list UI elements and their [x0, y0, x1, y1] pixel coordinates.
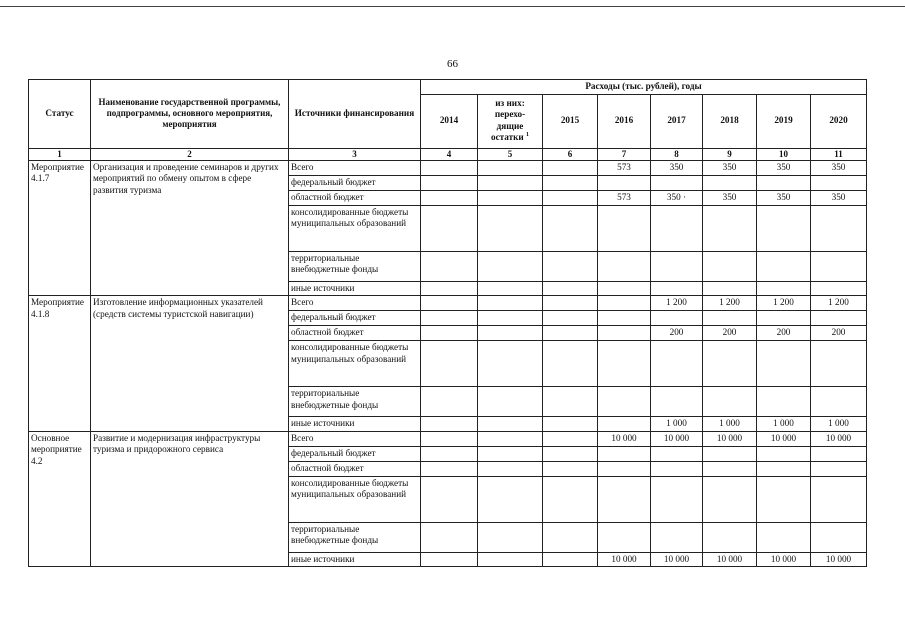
column-number-row: [29, 148, 867, 160]
amount-cell: [478, 160, 543, 175]
amount-cell: [703, 281, 757, 296]
amount-cell: [543, 175, 598, 190]
amount-cell: [757, 461, 811, 476]
amount-cell: 1 000: [651, 417, 703, 432]
amount-cell: 573: [598, 160, 651, 175]
amount-cell: [651, 387, 703, 417]
amount-cell: [757, 446, 811, 461]
amount-cell: [478, 175, 543, 190]
amount-cell: [651, 522, 703, 552]
funding-source-cell: Всего: [289, 296, 421, 311]
amount-cell: [543, 522, 598, 552]
funding-source-cell: иные источники: [289, 281, 421, 296]
amount-cell: [811, 341, 867, 387]
amount-cell: [757, 387, 811, 417]
amount-cell: 1 000: [757, 417, 811, 432]
amount-cell: [421, 461, 478, 476]
amount-cell: [598, 175, 651, 190]
amount-cell: [543, 281, 598, 296]
amount-cell: [421, 205, 478, 251]
amount-cell: [811, 311, 867, 326]
funding-source-cell: территориальные внебюджетные фонды: [289, 387, 421, 417]
amount-cell: [703, 446, 757, 461]
amount-cell: [543, 326, 598, 341]
amount-cell: [478, 251, 543, 281]
amount-cell: [651, 311, 703, 326]
carryover-line-2: перехо-: [494, 109, 526, 120]
amount-cell: [421, 446, 478, 461]
amount-cell: [598, 296, 651, 311]
amount-cell: [703, 205, 757, 251]
header-expenses: Расходы (тыс. рублей), годы: [421, 80, 867, 95]
header-year-2014: 2014: [421, 94, 478, 148]
amount-cell: [598, 446, 651, 461]
amount-cell: [421, 190, 478, 205]
amount-cell: [543, 341, 598, 387]
amount-cell: [598, 476, 651, 522]
page-number: 66: [447, 58, 458, 70]
column-number: 11: [811, 148, 867, 160]
amount-cell: [421, 160, 478, 175]
funding-source-cell: иные источники: [289, 552, 421, 567]
amount-cell: [811, 387, 867, 417]
amount-cell: [478, 281, 543, 296]
funding-source-cell: консолидированные бюджеты муниципальных образований: [289, 476, 421, 522]
funding-source-cell: консолидированные бюджеты муниципальных образований: [289, 205, 421, 251]
amount-cell: [811, 281, 867, 296]
amount-cell: [478, 446, 543, 461]
amount-cell: [651, 476, 703, 522]
amount-cell: 200: [703, 326, 757, 341]
amount-cell: 10 000: [703, 552, 757, 567]
amount-cell: [543, 446, 598, 461]
carryover-line-4: [480, 132, 540, 144]
amount-cell: [651, 251, 703, 281]
amount-cell: 350: [703, 160, 757, 175]
header-carryover: [478, 94, 543, 148]
amount-cell: [421, 281, 478, 296]
amount-cell: [757, 522, 811, 552]
amount-cell: 10 000: [703, 431, 757, 446]
amount-cell: 10 000: [757, 552, 811, 567]
amount-cell: [421, 251, 478, 281]
column-number: 5: [478, 148, 543, 160]
measure-name-cell: Развитие и модернизация инфраструктуры туризма и придорожного сервиса: [91, 431, 289, 567]
amount-cell: [478, 190, 543, 205]
amount-cell: [651, 341, 703, 387]
amount-cell: [421, 296, 478, 311]
amount-cell: [703, 522, 757, 552]
amount-cell: 350: [757, 190, 811, 205]
amount-cell: [543, 417, 598, 432]
amount-cell: [757, 341, 811, 387]
amount-cell: [703, 251, 757, 281]
amount-cell: [543, 476, 598, 522]
amount-cell: [421, 175, 478, 190]
table-row: [29, 160, 867, 175]
amount-cell: [421, 476, 478, 522]
amount-cell: 1 200: [757, 296, 811, 311]
amount-cell: 10 000: [651, 552, 703, 567]
amount-cell: 1 200: [651, 296, 703, 311]
amount-cell: [478, 552, 543, 567]
amount-cell: [598, 326, 651, 341]
column-number: 8: [651, 148, 703, 160]
amount-cell: [651, 205, 703, 251]
table-row: [29, 431, 867, 446]
amount-cell: 200: [757, 326, 811, 341]
amount-cell: [703, 461, 757, 476]
amount-cell: [811, 251, 867, 281]
amount-cell: [757, 281, 811, 296]
amount-cell: [478, 341, 543, 387]
amount-cell: 573: [598, 190, 651, 205]
amount-cell: 1 000: [703, 417, 757, 432]
amount-cell: [421, 552, 478, 567]
funding-source-cell: консолидированные бюджеты муниципальных образований: [289, 341, 421, 387]
amount-cell: [478, 431, 543, 446]
amount-cell: 10 000: [811, 431, 867, 446]
amount-cell: [543, 311, 598, 326]
funding-source-cell: территориальные внебюджетные фонды: [289, 522, 421, 552]
header-year-2017: 2017: [651, 94, 703, 148]
header-name: Наименование государственной программы, подпрограммы, основного мероприятия, мероприятия: [91, 80, 289, 149]
amount-cell: [598, 205, 651, 251]
amount-cell: [421, 326, 478, 341]
amount-cell: [811, 175, 867, 190]
amount-cell: 10 000: [598, 431, 651, 446]
amount-cell: [543, 552, 598, 567]
amount-cell: [543, 431, 598, 446]
header-status: Статус: [29, 80, 91, 149]
header-year-2015: 2015: [543, 94, 598, 148]
amount-cell: [811, 205, 867, 251]
header-year-2019: 2019: [757, 94, 811, 148]
measure-name-cell: Организация и проведение семинаров и других мероприятий по обмену опытом в сфере развития туризма: [91, 160, 289, 296]
amount-cell: [543, 251, 598, 281]
amount-cell: [703, 341, 757, 387]
amount-cell: [598, 311, 651, 326]
amount-cell: [543, 160, 598, 175]
header-year-2020: 2020: [811, 94, 867, 148]
amount-cell: [478, 417, 543, 432]
table-body: [29, 160, 867, 567]
funding-source-cell: областной бюджет: [289, 190, 421, 205]
amount-cell: [543, 205, 598, 251]
amount-cell: [598, 417, 651, 432]
column-number: 2: [91, 148, 289, 160]
amount-cell: [757, 251, 811, 281]
funding-source-cell: федеральный бюджет: [289, 175, 421, 190]
amount-cell: [421, 341, 478, 387]
amount-cell: 10 000: [811, 552, 867, 567]
budget-table: [28, 79, 867, 567]
amount-cell: [598, 341, 651, 387]
amount-cell: 350: [757, 160, 811, 175]
funding-source-cell: Всего: [289, 431, 421, 446]
amount-cell: 1 200: [703, 296, 757, 311]
amount-cell: [478, 205, 543, 251]
funding-source-cell: областной бюджет: [289, 461, 421, 476]
amount-cell: 350: [811, 160, 867, 175]
column-number: 7: [598, 148, 651, 160]
column-number: 10: [757, 148, 811, 160]
amount-cell: [703, 476, 757, 522]
measure-name-cell: Изготовление информационных указателей (средств системы туристской навигации): [91, 296, 289, 432]
amount-cell: [651, 461, 703, 476]
carryover-line-3: дящие: [496, 120, 524, 131]
amount-cell: [421, 431, 478, 446]
funding-source-cell: территориальные внебюджетные фонды: [289, 251, 421, 281]
amount-cell: [543, 461, 598, 476]
amount-cell: [478, 296, 543, 311]
amount-cell: 200: [811, 326, 867, 341]
amount-cell: [543, 190, 598, 205]
status-cell: Основное мероприятие 4.2: [29, 431, 91, 567]
amount-cell: [598, 522, 651, 552]
amount-cell: [757, 175, 811, 190]
column-number: 4: [421, 148, 478, 160]
carryover-line-1: из них:: [495, 97, 525, 108]
funding-source-cell: федеральный бюджет: [289, 311, 421, 326]
carryover-line-4-text: остатки: [490, 132, 524, 143]
amount-cell: [478, 461, 543, 476]
amount-cell: [598, 387, 651, 417]
amount-cell: [811, 522, 867, 552]
status-cell: Мероприятие 4.1.7: [29, 160, 91, 296]
amount-cell: 350: [651, 160, 703, 175]
amount-cell: [811, 461, 867, 476]
amount-cell: [651, 446, 703, 461]
amount-cell: [478, 311, 543, 326]
funding-source-cell: Всего: [289, 160, 421, 175]
status-cell: Мероприятие 4.1.8: [29, 296, 91, 432]
header-year-2016: 2016: [598, 94, 651, 148]
amount-cell: [543, 387, 598, 417]
amount-cell: [478, 522, 543, 552]
column-number: 6: [543, 148, 598, 160]
amount-cell: [421, 387, 478, 417]
amount-cell: [703, 175, 757, 190]
header-sources: Источники финансирования: [289, 80, 421, 149]
amount-cell: [811, 476, 867, 522]
table-row: [29, 296, 867, 311]
amount-cell: 1 200: [811, 296, 867, 311]
amount-cell: 10 000: [757, 431, 811, 446]
funding-source-cell: федеральный бюджет: [289, 446, 421, 461]
page-top-rule: [0, 6, 905, 7]
column-number: 3: [289, 148, 421, 160]
amount-cell: 350 ·: [651, 190, 703, 205]
amount-cell: [421, 311, 478, 326]
amount-cell: [421, 417, 478, 432]
column-number: 9: [703, 148, 757, 160]
funding-source-cell: областной бюджет: [289, 326, 421, 341]
amount-cell: 1 000: [811, 417, 867, 432]
amount-cell: [478, 326, 543, 341]
amount-cell: [757, 476, 811, 522]
amount-cell: [811, 446, 867, 461]
amount-cell: [478, 387, 543, 417]
amount-cell: [598, 461, 651, 476]
amount-cell: [757, 205, 811, 251]
amount-cell: [598, 251, 651, 281]
amount-cell: [651, 175, 703, 190]
amount-cell: [703, 387, 757, 417]
amount-cell: 10 000: [651, 431, 703, 446]
funding-source-cell: иные источники: [289, 417, 421, 432]
amount-cell: [478, 476, 543, 522]
amount-cell: [651, 281, 703, 296]
column-number: 1: [29, 148, 91, 160]
header-year-2018: 2018: [703, 94, 757, 148]
amount-cell: 350: [703, 190, 757, 205]
amount-cell: 200: [651, 326, 703, 341]
footnote-mark: 1: [526, 132, 530, 139]
amount-cell: [421, 522, 478, 552]
amount-cell: [757, 311, 811, 326]
amount-cell: [598, 281, 651, 296]
amount-cell: [703, 311, 757, 326]
amount-cell: 350: [811, 190, 867, 205]
amount-cell: [543, 296, 598, 311]
amount-cell: 10 000: [598, 552, 651, 567]
